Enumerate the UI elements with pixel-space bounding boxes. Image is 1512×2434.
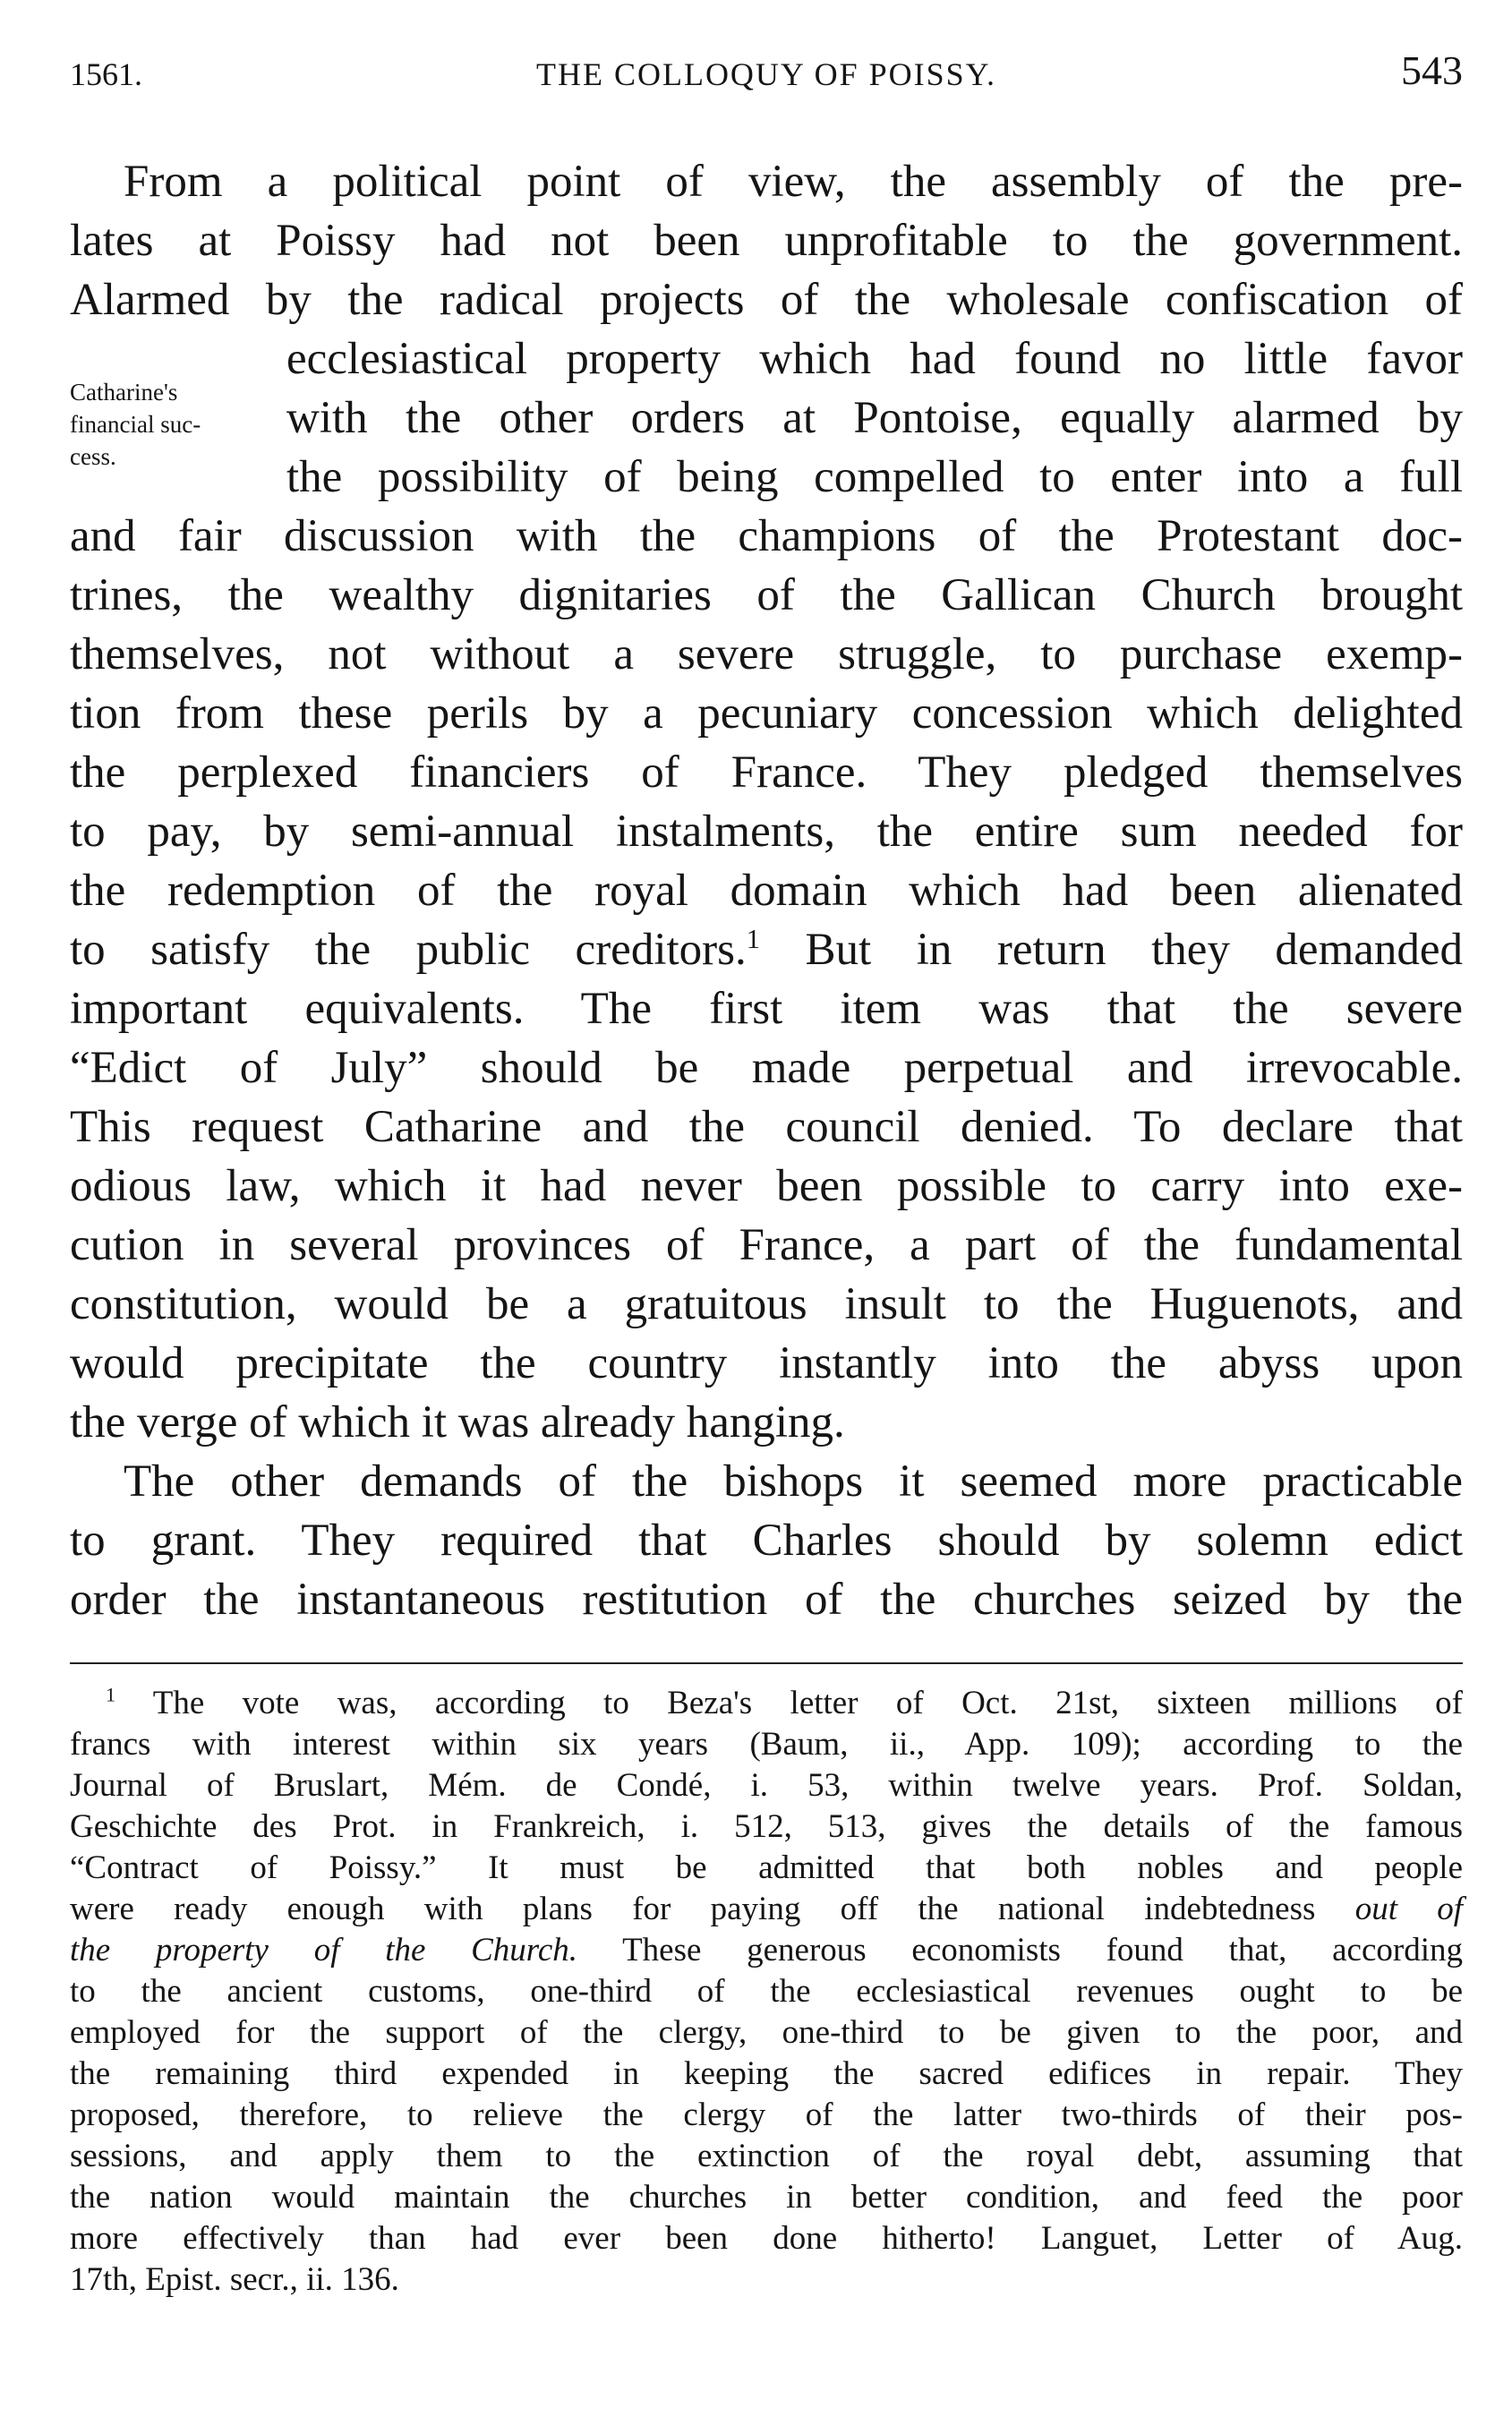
body-line: Alarmed by the radical projects of the wholesale confiscation of xyxy=(70,275,1463,325)
running-header xyxy=(70,47,1463,109)
body-line: the verge of which it was already hanging. xyxy=(70,1397,845,1448)
margin-note-line: financial suc- xyxy=(70,411,201,438)
margin-note-line: Catharine's xyxy=(70,379,178,406)
body-line: cution in several provinces of France, a part of the fundamental xyxy=(70,1220,1463,1270)
footnote-line xyxy=(70,1683,1463,1724)
body-line: the possibility of being compelled to enter into a full xyxy=(286,452,1463,502)
body-line: odious law, which it had never been possible to carry into exe- xyxy=(70,1161,1463,1211)
footnote-line: proposed, therefore, to relieve the clergy of the latter two-thirds of their pos- xyxy=(70,2097,1463,2133)
footnote-text: These generous economists found that, according xyxy=(622,1932,1463,1969)
body-line: ecclesiastical property which had found no little favor xyxy=(286,334,1463,384)
body-line: From a political point of view, the assembly of the pre- xyxy=(124,157,1463,207)
body-line: to pay, by semi-annual instalments, the entire sum needed for xyxy=(70,807,1463,857)
body-line: trines, the wealthy dignitaries of the Gallican Church brought xyxy=(70,570,1463,620)
body-line: would precipitate the country instantly into the abyss upon xyxy=(70,1338,1463,1388)
body-line: important equivalents. The first item was that the severe xyxy=(70,984,1463,1034)
footnote-line: more effectively than had ever been done hitherto! Languet, Letter of Aug. xyxy=(70,2220,1463,2257)
body-line: with the other orders at Pontoise, equally alarmed by xyxy=(286,393,1463,443)
body-line: lates at Poissy had not been unprofitable to the government. xyxy=(70,216,1463,266)
footnote-text: were ready enough with plans for paying off the national indebtedness xyxy=(70,1891,1316,1927)
body-line: This request Catharine and the council denied. To declare that xyxy=(70,1102,1463,1152)
header-year: 1561. xyxy=(70,56,142,92)
footnote-line: the nation would maintain the churches in better condition, and feed the poor xyxy=(70,2179,1463,2216)
footnote-divider xyxy=(70,1662,1463,1664)
body-line: to grant. They required that Charles should by solemn edict xyxy=(70,1516,1463,1566)
body-line: constitution, would be a gratuitous insult to the Huguenots, and xyxy=(70,1279,1463,1329)
body-line: and fair discussion with the champions of the Protestant doc- xyxy=(70,511,1463,561)
page-number: 543 xyxy=(1401,47,1463,93)
body-line: themselves, not without a severe struggle, to purchase exemp- xyxy=(70,629,1463,679)
body-line: The other demands of the bishops it seemed more practicable xyxy=(124,1456,1463,1507)
footnote-line: 17th, Epist. secr., ii. 136. xyxy=(70,2261,399,2298)
body-line: the perplexed financiers of France. They pledged themselves xyxy=(70,747,1463,798)
footnote-marker: 1 xyxy=(106,1683,116,1706)
body-line: “Edict of July” should be made perpetual and irrevocable. xyxy=(70,1043,1463,1093)
footnote-italic: out of xyxy=(1354,1891,1464,1927)
footnote-line: to the ancient customs, one-third of the ecclesiastical revenues ought to be xyxy=(70,1973,1463,2010)
footnote-italic: the property of the Church. xyxy=(70,1932,577,1969)
footnote-line: “Contract of Poissy.” It must be admitted that both nobles and people xyxy=(70,1849,1463,1886)
footnote-line xyxy=(70,1889,1463,1930)
margin-note-line: cess. xyxy=(70,443,116,470)
footnote-line: Geschichte des Prot. in Frankreich, i. 512, 513, gives the details of the famous xyxy=(70,1808,1463,1845)
body-line-text: to satisfy the public creditors. xyxy=(70,925,747,975)
body-line-text: But in return they demanded xyxy=(760,925,1464,975)
body-line: the redemption of the royal domain which had been alienated xyxy=(70,866,1463,916)
footnote-line: employed for the support of the clergy, one-third to be given to the poor, and xyxy=(70,2014,1463,2051)
footnote-line: Journal of Bruslart, Mém. de Condé, i. 53, within twelve years. Prof. Soldan, xyxy=(70,1767,1463,1804)
footnote-text: The vote was, according to Beza's letter of Oct. 21st, sixteen millions of xyxy=(152,1685,1463,1721)
body-line: tion from these perils by a pecuniary concession which delighted xyxy=(70,688,1463,739)
body-line xyxy=(70,920,1463,979)
footnote-reference[interactable]: 1 xyxy=(746,924,761,954)
footnote-line: sessions, and apply them to the extinction of the royal debt, assuming that xyxy=(70,2138,1463,2174)
body-line: order the instantaneous restitution of the churches seized by the xyxy=(70,1575,1463,1625)
footnote-line: francs with interest within six years (Baum, ii., App. 109); according to the xyxy=(70,1726,1463,1763)
margin-note xyxy=(70,376,262,473)
header-title: THE COLLOQUY OF POISSY. xyxy=(535,56,997,92)
footnote-line: the remaining third expended in keeping the sacred edifices in repair. They xyxy=(70,2055,1463,2092)
footnote-line xyxy=(70,1930,1463,1971)
